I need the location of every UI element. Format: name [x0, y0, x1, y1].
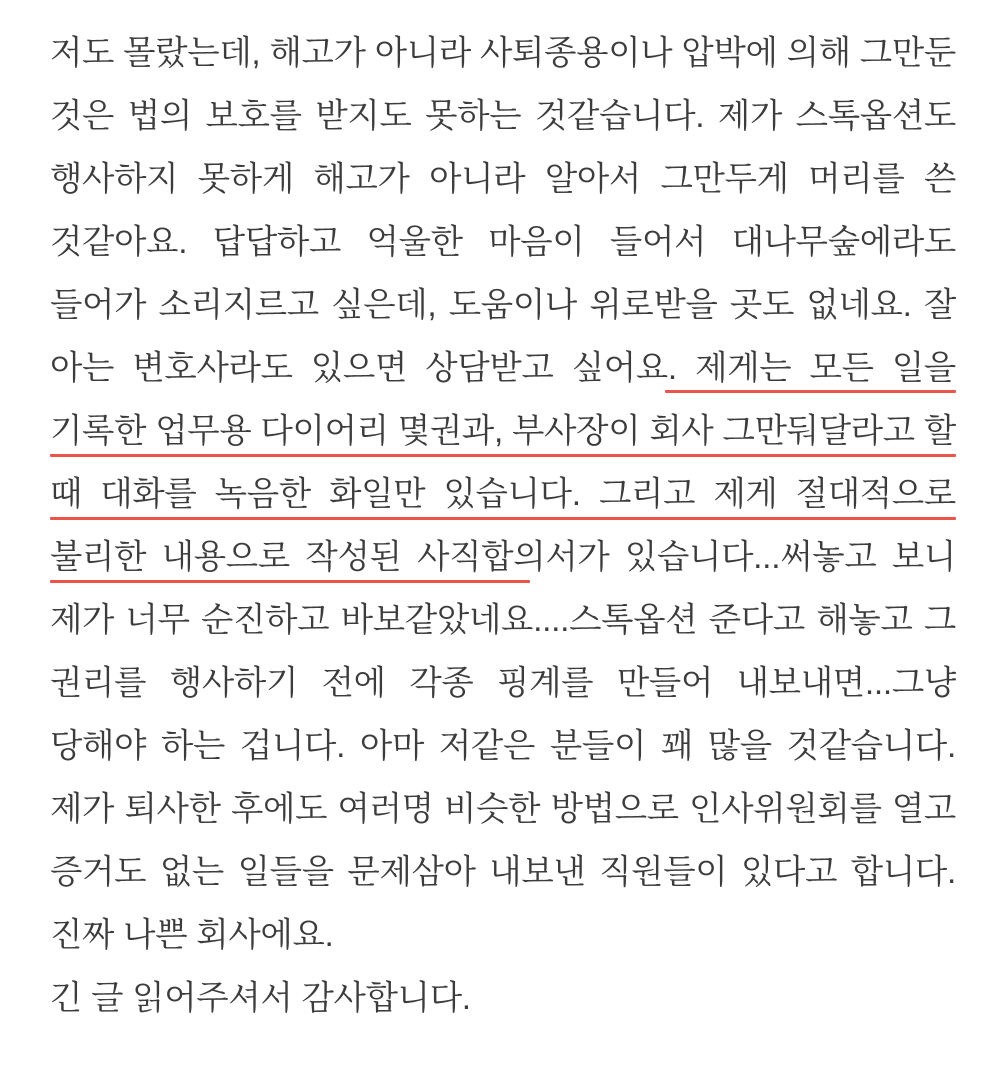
red-underline-mark-1	[665, 390, 956, 393]
red-underline-mark-3	[50, 517, 956, 520]
red-underline-mark-2	[50, 454, 956, 457]
paragraph-1: 저도 몰랐는데, 해고가 아니라 사퇴종용이나 압박에 의해 그만둔 것은 법의 보호를 받지도 못하는 것같습니다. 제가 스톡옵션도 행사하지 못하게 해고가 아니라 알아서 그만두게 머리를 쓴 것같아요. 답답하고 억울한 마음이 들어서 대나무숲에라도 들어가 소리지르고 싶은데, 도움이나 위로받을 곳도 없네요. 잘 아는 변호사라도 있으면 상담받고 싶어요. 제게는 모든 일을 기록한 업무용 다이어리 몇권과, 부사장이 회사 그만둬달라고 할 때 대화를 녹음한 화일만 있습니다. 그리고 제게 절대적으로 불리한 내용으로 작성된 사직합의서가 있습니다...써놓고 보니 제가 너무 순진하고 바보같았네요....스톡옵션 준다고 해놓고 그 권리를 행사하기 전에 각종 핑계를 만들어 내보내면...그냥 당해야 하는 겁니다. 아마 저같은 분들이 꽤 많을 것같습니다. 제가 퇴사한 후에도 여러명 비슷한 방법으로 인사위원회를 열고 증거도 없는 일들을 문제삼아 내보낸 직원들이 있다고 합니다. 진짜 나쁜 회사에요.	[50, 35, 956, 954]
document-text-body	[50, 22, 956, 1030]
paragraph-2: 긴 글 읽어주셔서 감사합니다.	[50, 980, 471, 1017]
red-underline-mark-4	[50, 580, 530, 583]
